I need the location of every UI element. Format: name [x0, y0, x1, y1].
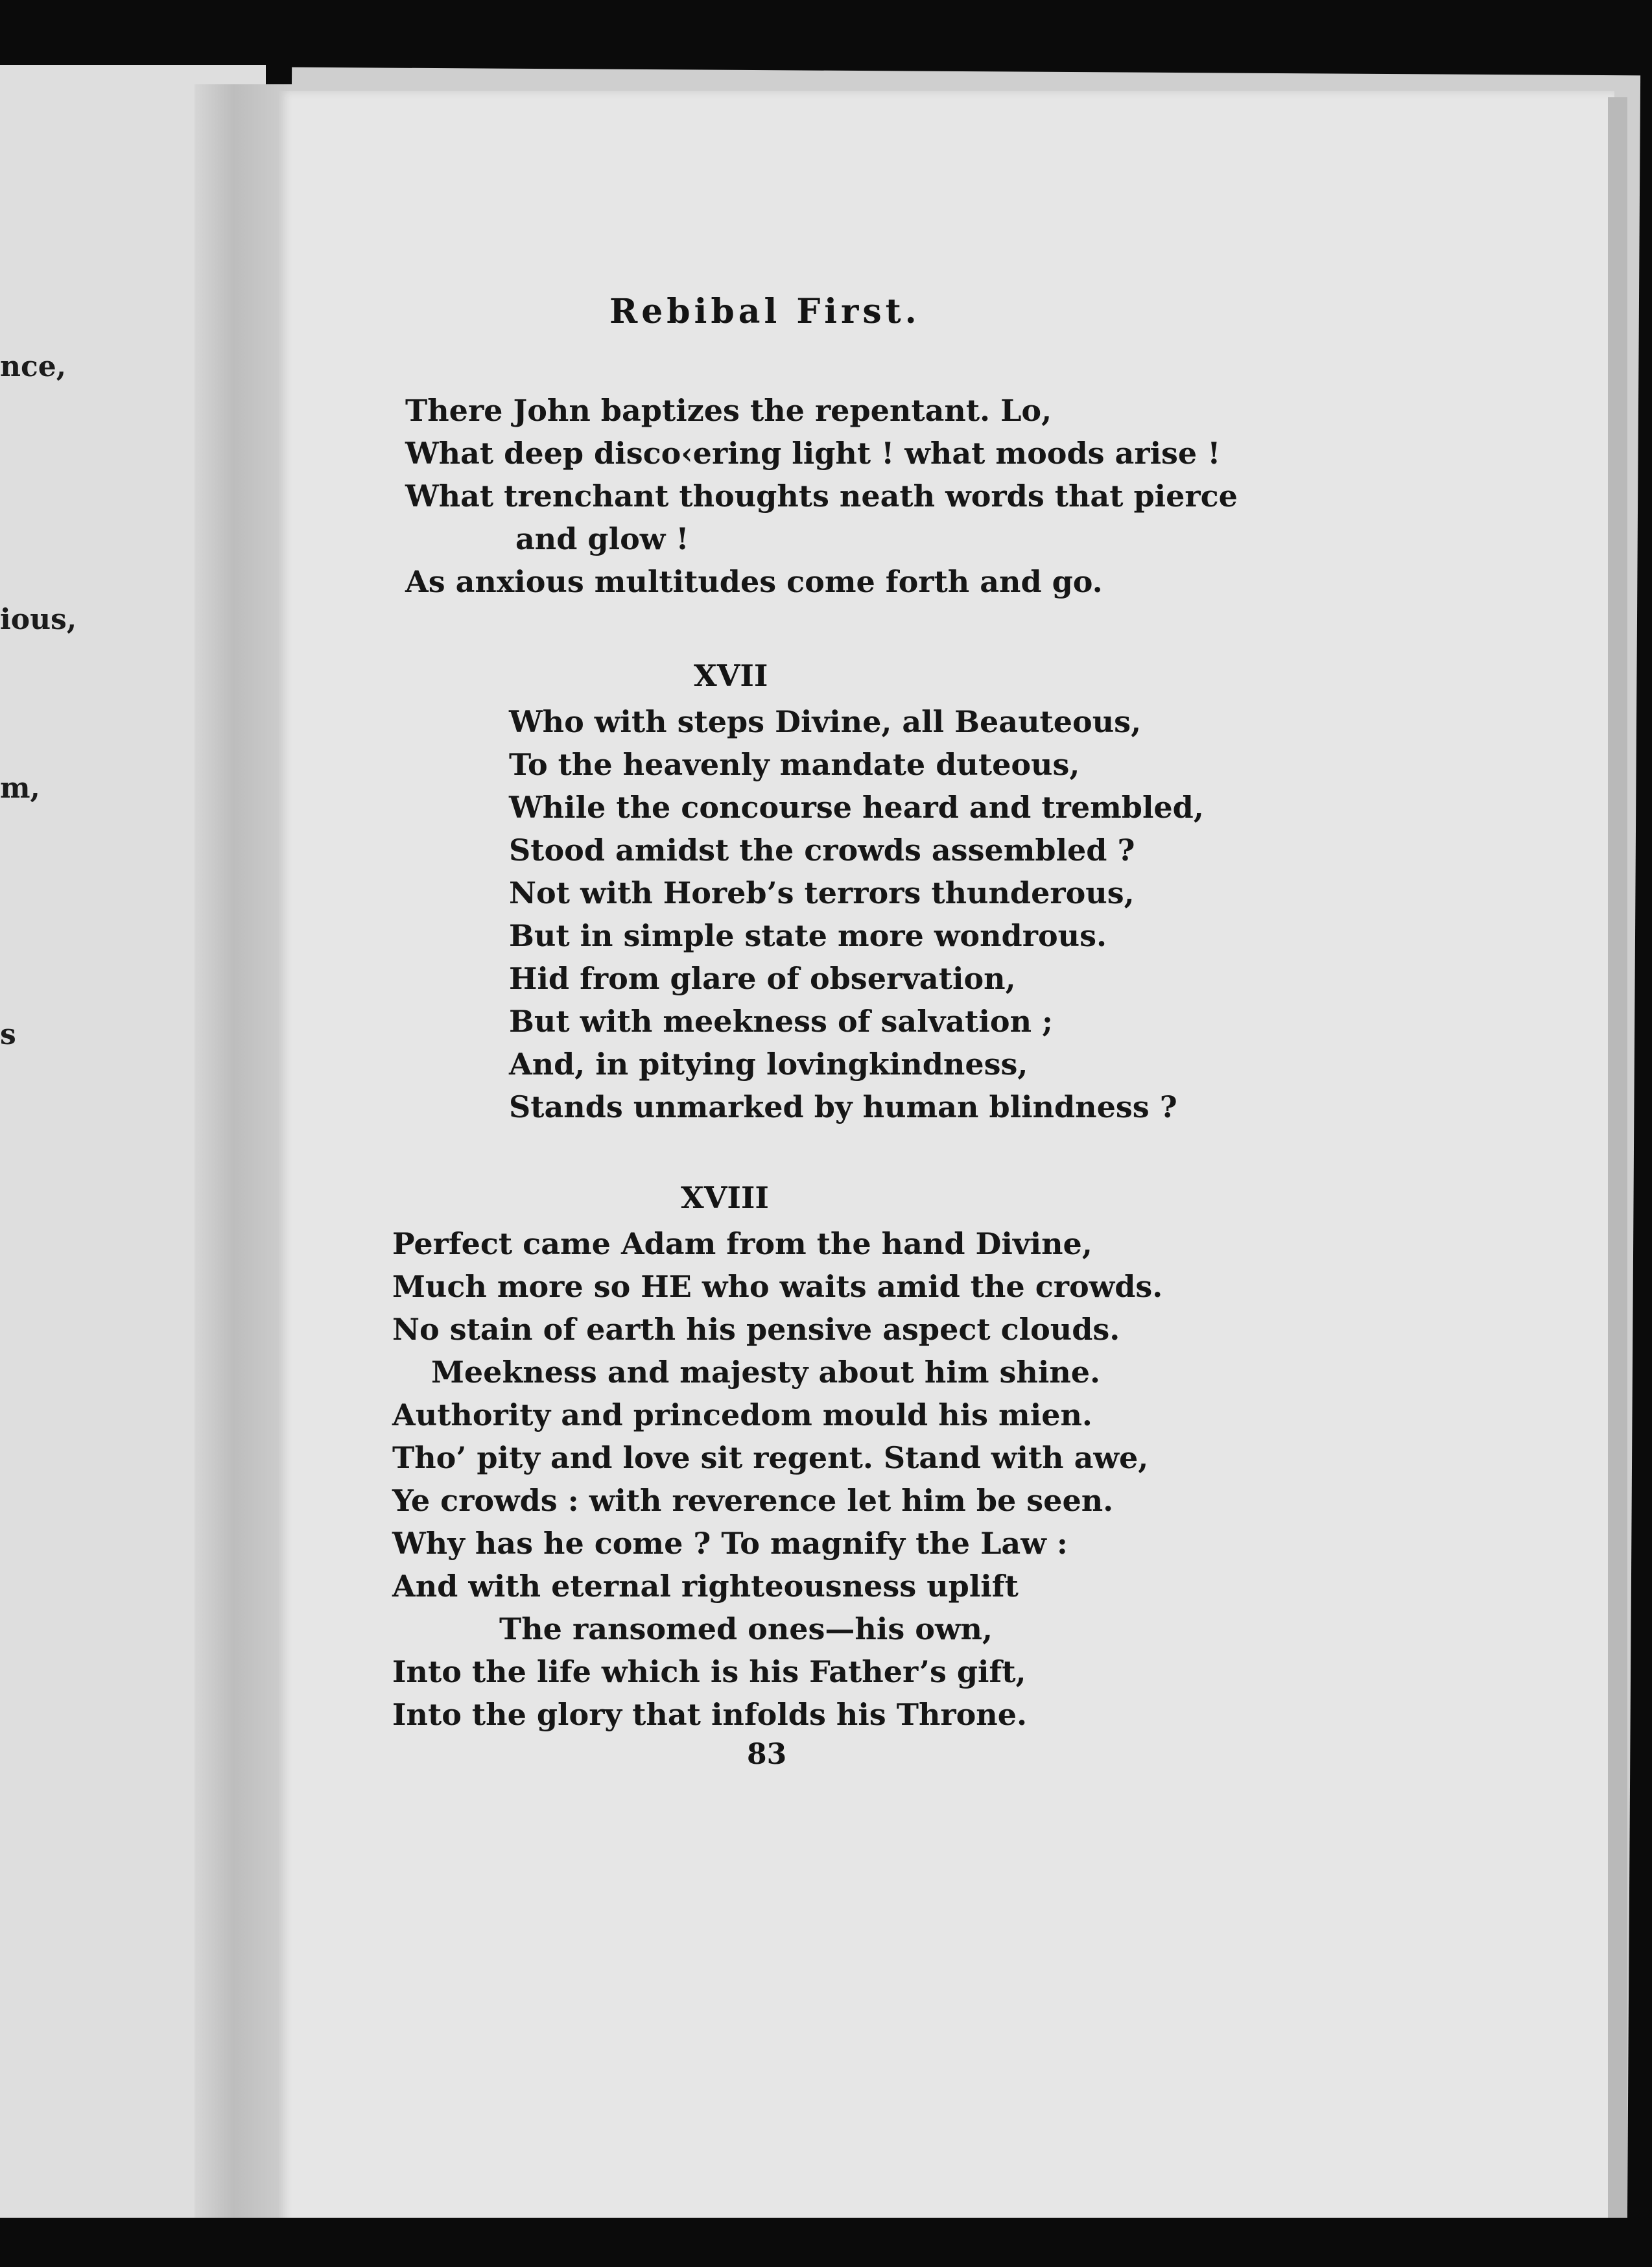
poem-line: Much more so HE who waits amid the crowds. — [392, 1269, 1163, 1304]
poem-line: Stood amidst the crowds assembled ? — [509, 833, 1135, 868]
poem-line: and glow ! — [515, 521, 689, 556]
page-edge — [1608, 97, 1627, 2231]
poem-line: While the concourse heard and trembled, — [509, 790, 1204, 825]
poem-line: Hid from glare of observation, — [509, 961, 1016, 996]
poem-line: Authority and princedom mould his mien. — [392, 1397, 1092, 1432]
poem-line: Meekness and majesty about him shine. — [431, 1355, 1101, 1390]
intro-stanza — [405, 389, 1238, 603]
poem-line: What trenchant thoughts neath words that pierce — [405, 479, 1238, 514]
poem-line: No stain of earth his pensive aspect clouds. — [392, 1312, 1120, 1347]
poem-line: But in simple state more wondrous. — [509, 918, 1107, 953]
left-page-fragment: m, — [0, 772, 40, 805]
left-page-fragment: ious, — [0, 603, 77, 636]
poem-line: What deep disco‹ering light ! what moods arise ! — [405, 436, 1221, 471]
page-heading: Rebibal First. — [609, 292, 921, 331]
poem-line: The ransomed ones—his own, — [499, 1611, 993, 1646]
poem-line: And, in pitying lovingkindness, — [509, 1047, 1028, 1082]
left-page-fragment: nce, — [0, 350, 67, 383]
book-gutter — [195, 84, 292, 2224]
stanza-17 — [509, 700, 1204, 1128]
poem-line: But with meekness of salvation ; — [509, 1004, 1054, 1039]
stanza-numeral: XVII — [694, 658, 768, 693]
poem-line: Stands unmarked by human blindness ? — [509, 1089, 1177, 1124]
poem-line: Why has he come ? To magnify the Law : — [392, 1526, 1068, 1561]
left-page-fragment: s — [0, 1018, 16, 1051]
poem-line: Perfect came Adam from the hand Divine, — [392, 1226, 1092, 1261]
poem-line: Not with Horeb’s terrors thunderous, — [509, 875, 1135, 910]
poem-line: And with eternal righteousness uplift — [392, 1569, 1019, 1604]
poem-line: Ye crowds : with reverence let him be seen. — [392, 1483, 1114, 1518]
poem-line: To the heavenly mandate duteous, — [509, 747, 1080, 782]
poem-line: Who with steps Divine, all Beauteous, — [509, 704, 1142, 739]
scan-bottom-border — [0, 2218, 1652, 2267]
poem-line: Tho’ pity and love sit regent. Stand with awe, — [392, 1440, 1149, 1475]
poem-line: There John baptizes the repentant. Lo, — [405, 393, 1052, 428]
poem-line: Into the life which is his Father’s gift, — [392, 1654, 1026, 1689]
stanza-numeral: XVIII — [681, 1180, 769, 1215]
poem-line: As anxious multitudes come forth and go. — [405, 564, 1103, 599]
stanza-18 — [392, 1222, 1162, 1736]
poem-line: Into the glory that infolds his Throne. — [392, 1697, 1028, 1732]
page-number: 83 — [747, 1738, 787, 1771]
